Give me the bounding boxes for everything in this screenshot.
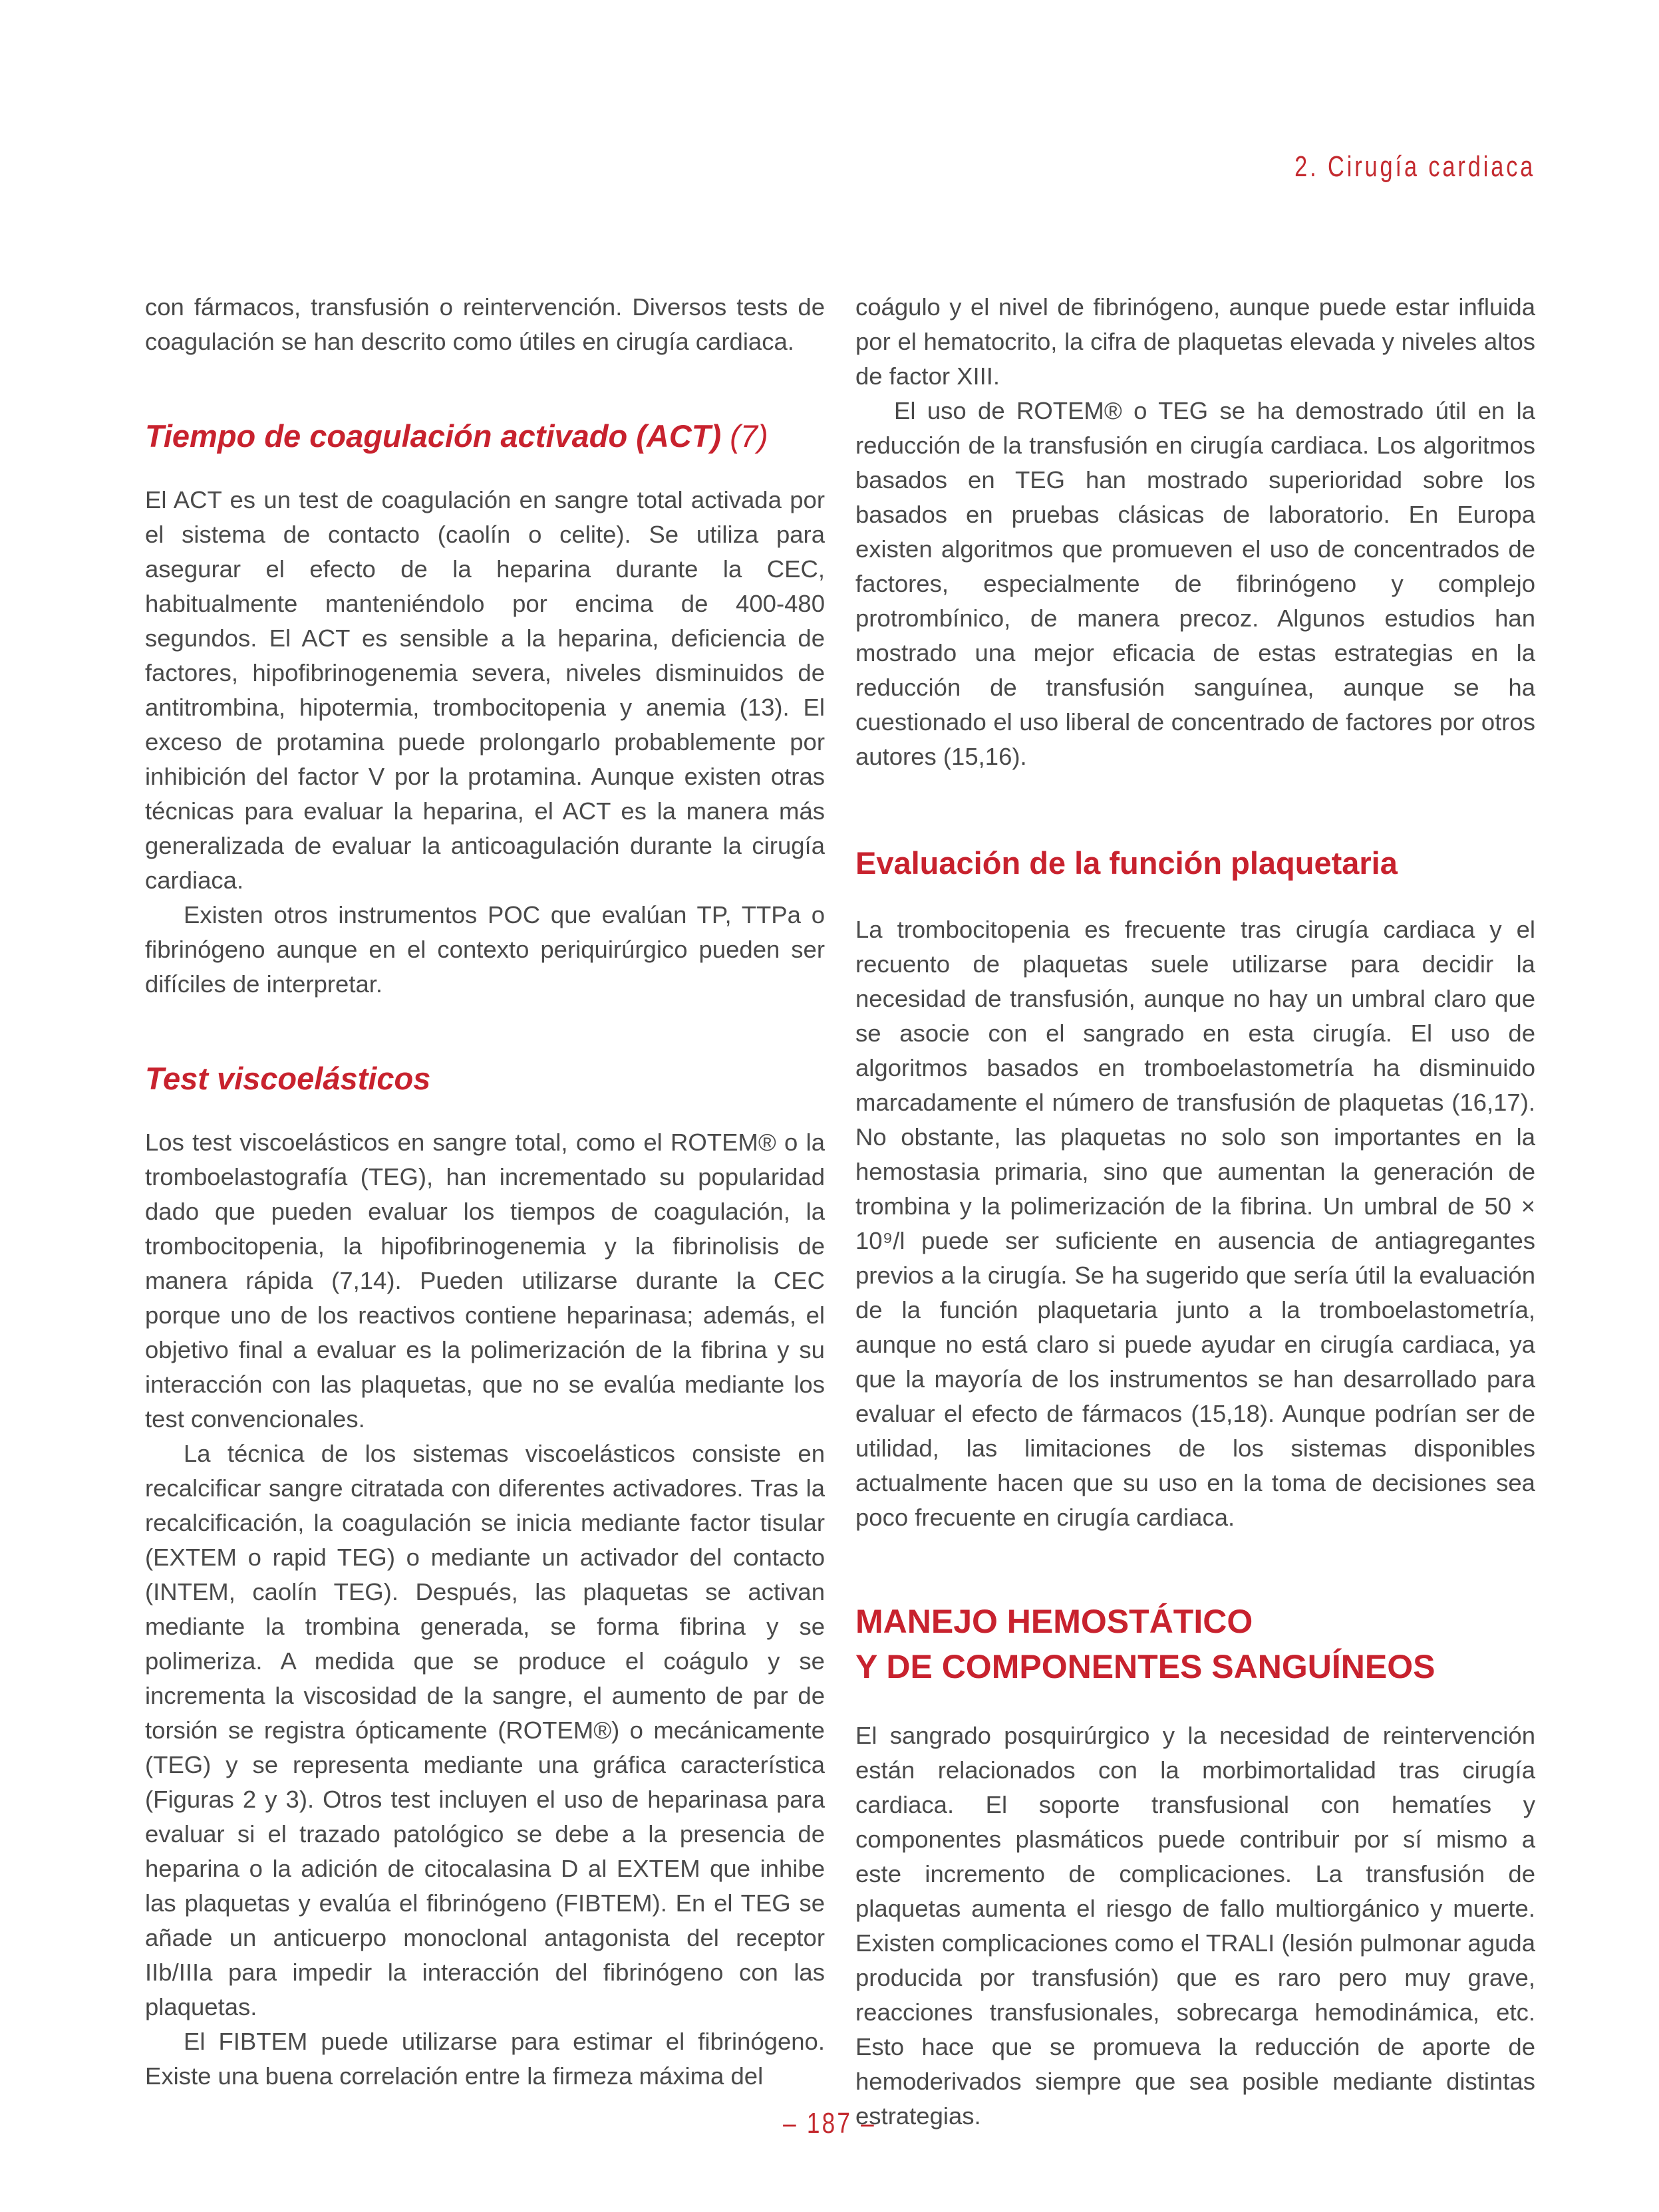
act-heading [145, 418, 825, 455]
manejo-heading-line-1: MANEJO HEMOSTÁTICO [855, 1603, 1253, 1640]
plaquetaria-paragraph: La trombocitopenia es frecuente tras cirugía cardiaca y el recuento de plaquetas suele utilizarse para decidir la necesidad de transfusión, aunque no hay un umbral claro que se asocie con el sangrado en esta cirugía. El uso de algoritmos basados en tromboelastometría ha disminuido marcadamente el número de transfusión de plaquetas (16,17). No obstante, las plaquetas no solo son importantes en la hemostasia primaria, sino que aumentan la generación de trombina y la polimerización de la fibrina. Un umbral de 50 × 10⁹/l puede ser suficiente en ausencia de antiagregantes previos a la cirugía. Se ha sugerido que sería útil la evaluación de la función plaquetaria junto a la tromboelastometría, aunque no está claro si puede ayudar en cirugía cardiaca, ya que la mayoría de los instrumentos se han desarrollado para evaluar el efecto de fármacos (15,18). Aunque podrían ser de utilidad, las limitaciones de los sistemas disponibles actualmente hacen que su uso en la toma de decisiones sea poco frecuente en cirugía cardiaca. [855, 916, 1535, 1531]
visco-paragraph-3: El FIBTEM puede utilizarse para estimar el fibrinógeno. Existe una buena correlación entre la firmeza máxima del [145, 2028, 825, 2090]
page-number: – 187 – [783, 2107, 876, 2140]
act-heading-ref: (7) [730, 418, 768, 454]
act-paragraph-2: Existen otros instrumentos POC que evalúan TP, TTPa o fibrinógeno aunque en el contexto periquirúrgico pueden ser difíciles de interpretar. [145, 901, 825, 998]
left-column [145, 290, 825, 2094]
intro-paragraph: con fármacos, transfusión o reintervención. Diversos tests de coagulación se han descrito como útiles en cirugía cardiaca. [145, 293, 825, 355]
rotem-paragraph: El uso de ROTEM® o TEG se ha demostrado útil en la reducción de la transfusión en cirugía cardiaca. Los algoritmos basados en TEG han mostrado superioridad sobre los basados en pruebas clásicas de laboratorio. En Europa existen algoritmos que promueven el uso de concentrados de factores, especialmente de fibrinógeno y complejo protrombínico, de manera precoz. Algunos estudios han mostrado una mejor eficacia de estas estrategias en la reducción de transfusión sanguínea, aunque se ha cuestionado el uso liberal de concentrado de factores por otros autores (15,16). [855, 397, 1535, 770]
manejo-heading [855, 1599, 1535, 1689]
manejo-paragraph: El sangrado posquirúrgico y la necesidad de reintervención están relacionados con la morbimortalidad tras cirugía cardiaca. El soporte transfusional con hematíes y componentes plasmáticos puede contribuir por sí mismo a este incremento de complicaciones. La transfusión de plaquetas aumenta el riesgo de fallo multiorgánico y muerte. Existen complicaciones como el TRALI (lesión pulmonar aguda producida por transfusión) que es raro pero muy grave, reacciones transfusionales, sobrecarga hemodinámica, etc. Esto hace que se promueva la reducción de aporte de hemoderivados siempre que sea posible mediante distintas estrategias. [855, 1722, 1535, 2130]
continued-paragraph: coágulo y el nivel de fibrinógeno, aunque puede estar influida por el hematocrito, la cifra de plaquetas elevada y niveles altos de factor XIII. [855, 293, 1535, 390]
visco-paragraph-1: Los test viscoelásticos en sangre total, como el ROTEM® o la tromboelastografía (TEG), han incrementado su popularidad dado que pueden evaluar los tiempos de coagulación, la trombocitopenia, la hipofibrinogenemia y la fibrinolisis de manera rápida (7,14). Pueden utilizarse durante la CEC porque uno de los reactivos contiene heparinasa; además, el objetivo final a evaluar es la polimerización de la fibrina y su interacción con las plaquetas, que no se evalúa mediante los test convencionales. [145, 1129, 825, 1433]
visco-paragraph-2: La técnica de los sistemas viscoelásticos consiste en recalcificar sangre citratada con diferentes activadores. Tras la recalcificación, la coagulación se inicia mediante factor tisular (EXTEM o rapid TEG) o mediante un activador del contacto (INTEM, caolín TEG). Después, las plaquetas se activan mediante la trombina generada, se forma fibrina y se polimeriza. A medida que se produce el coágulo y se incrementa la viscosidad de la sangre, el aumento de par de torsión se registra ópticamente (ROTEM®) o mecánicamente (TEG) y se representa mediante una gráfica característica (Figuras 2 y 3). Otros test incluyen el uso de heparinasa para evaluar si el trazado patológico se debe a la presencia de heparina o la adición de citocalasina D al EXTEM que inhibe las plaquetas y evalúa el fibrinógeno (FIBTEM). En el TEG se añade un anticuerpo monoclonal antagonista del receptor IIb/IIIa para impedir la interacción del fibrinógeno con las plaquetas. [145, 1440, 825, 2020]
act-paragraph-1: El ACT es un test de coagulación en sangre total activada por el sistema de contacto (caolín o celite). Se utiliza para asegurar el efecto de la heparina durante la CEC, habitualmente manteniéndolo por encima de 400-480 segundos. El ACT es sensible a la heparina, deficiencia de factores, hipofibrinogenemia severa, niveles disminuidos de antitrombina, hipotermia, trombocitopenia y anemia (13). El exceso de protamina puede prolongarlo probablemente por inhibición del factor V por la protamina. Aunque existen otras técnicas para evaluar la heparina, el ACT es la manera más generalizada de evaluar la anticoagulación durante la cirugía cardiaca. [145, 486, 825, 894]
plaquetaria-heading: Evaluación de la función plaquetaria [855, 845, 1398, 881]
act-heading-text: Tiempo de coagulación activado (ACT) [145, 418, 722, 454]
manejo-heading-line-2: Y DE COMPONENTES SANGUÍNEOS [855, 1648, 1435, 1685]
running-header: 2. Cirugía cardiaca [1294, 150, 1535, 183]
right-column [855, 290, 1535, 2134]
visco-heading: Test viscoelásticos [145, 1061, 431, 1096]
